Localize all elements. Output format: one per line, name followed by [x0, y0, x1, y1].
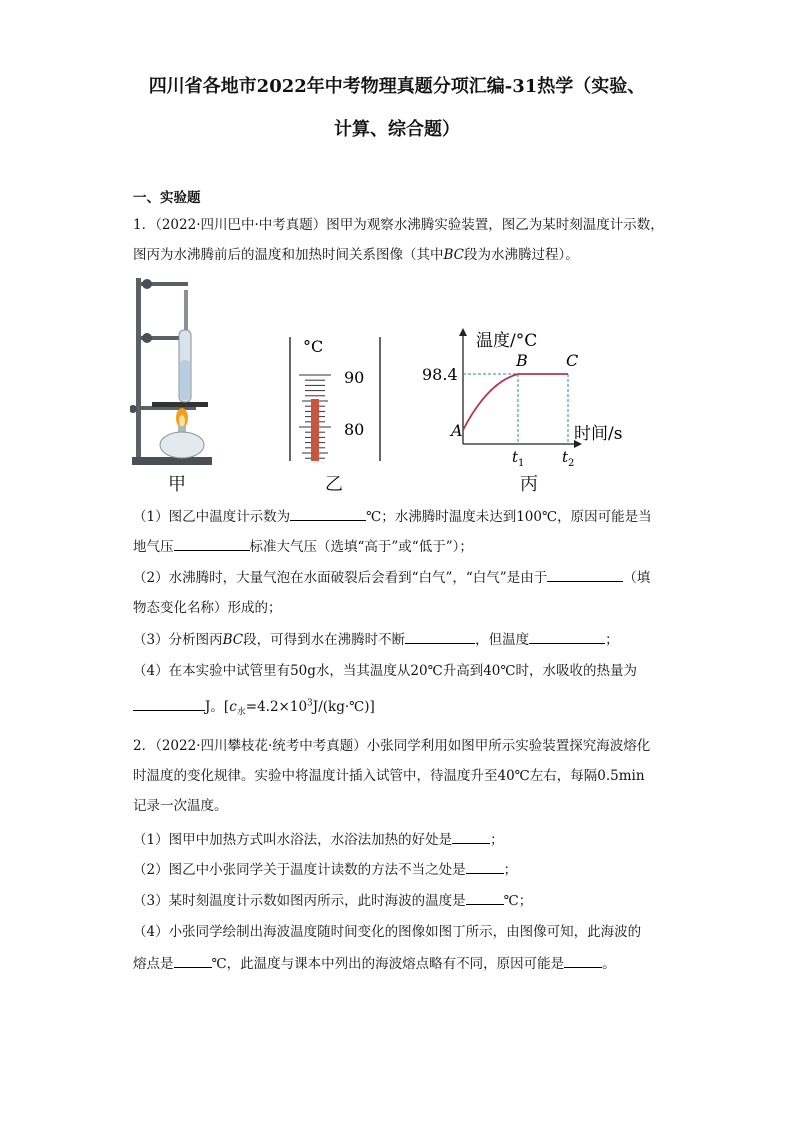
- figure-jia-apparatus: [130, 268, 220, 468]
- q2-p2a: （2）图乙中小张同学关于温度计读数的方法不当之处是: [133, 862, 466, 878]
- tube-water: [180, 360, 190, 400]
- q2-blank-1: [452, 829, 490, 844]
- t1-subscript: 1: [518, 458, 525, 469]
- q1-p1c: 地气压: [133, 539, 174, 555]
- q1-intro-line2: [133, 243, 579, 263]
- q2-part1: [133, 828, 504, 848]
- q2-intro-line3: 记录一次温度。: [133, 798, 228, 814]
- q1-p4g: J/(kg·℃)]: [312, 699, 375, 715]
- q1-p1a: （1）图乙中温度计示数为: [133, 509, 291, 525]
- q1-blank-phase: [547, 567, 623, 582]
- q1-blank-heat-q: [133, 696, 205, 711]
- q2-part2: [133, 858, 517, 878]
- point-b-label: B: [516, 351, 528, 370]
- t2-label: t: [562, 448, 569, 466]
- q1-blank-reading: [290, 506, 366, 521]
- q1-intro2-bc: BC: [443, 247, 465, 263]
- graph-value-label: 98.4: [422, 365, 458, 384]
- q1-part2-line2: 物态变化名称）形成的；: [133, 600, 282, 616]
- q1-p2a: （2）水沸腾时，大量气泡在水面破裂后会看到“白气”，“白气”是由于: [133, 570, 548, 586]
- q2-p3b: ℃；: [503, 893, 533, 909]
- caption-yi: 乙: [325, 474, 343, 495]
- q1-p3c: ，但温度: [475, 632, 530, 648]
- flame-core: [179, 415, 185, 427]
- graph-x-label: 时间/s: [574, 424, 623, 444]
- q1-p4-c: c: [229, 699, 237, 715]
- q2-intro-line1: 2．（2022·四川攀枝花·统考中考真题）小张同学利用如图甲所示实验装置探究海波熔化: [133, 738, 651, 754]
- q1-blank-pressure: [174, 536, 250, 551]
- caption-jia: 甲: [168, 474, 186, 495]
- t2-subscript: 2: [568, 458, 575, 469]
- figure-bing-graph: [418, 326, 648, 476]
- q2-p2b: ；: [503, 862, 518, 878]
- q2-blank-4: [174, 953, 212, 968]
- thermo-label-80: 80: [344, 420, 365, 439]
- q1-blank-temp: [529, 629, 605, 644]
- q2-intro-line2: 时温度的变化规律。实验中将温度计插入试管中，待温度升至40℃左右，每隔0.5min: [133, 768, 645, 784]
- q1-p4-sub: 水: [236, 707, 246, 718]
- thermo-liquid-column: [311, 399, 319, 461]
- middle-clamp-knob: [142, 333, 152, 343]
- alcohol-lamp: [160, 432, 204, 458]
- point-a-label: A: [451, 421, 463, 440]
- q1-p4e: =4.2×10: [245, 699, 308, 715]
- point-c-label: C: [566, 351, 579, 370]
- q1-part1-line2: [133, 535, 473, 555]
- q2-part4-line2: [133, 952, 616, 972]
- q1-part4-line2: [133, 695, 375, 718]
- stand-rod: [136, 278, 141, 458]
- q1-p3d: ；: [605, 632, 619, 648]
- q1-p1d: 标准大气压（选填“高于”或“低于”）；: [249, 539, 473, 555]
- q1-blank-heat: [405, 629, 475, 644]
- q1-part4-line1: （4）在本实验中试管里有50g水，当其温度从20℃升高到40℃时，水吸收的热量为: [133, 663, 637, 679]
- q1-part1-line1: [133, 505, 652, 525]
- q2-p3a: （3）某时刻温度计示数如图丙所示，此时海波的温度是: [133, 893, 466, 909]
- q1-p3b: 段，可得到水在沸腾时不断: [243, 632, 406, 648]
- q1-intro-line1: 1．（2022·四川巴中·中考真题）图甲为观察水沸腾实验装置，图乙为某时刻温度计示数，: [133, 217, 664, 233]
- doc-title-line2: 计算、综合题）: [334, 119, 460, 140]
- q1-part2-line1: [133, 566, 650, 586]
- q2-part4-line1: （4）小张同学绘制出海波温度随时间变化的图像如图丁所示，由图像可知，此海波的: [133, 924, 642, 940]
- ring-knob: [130, 405, 137, 413]
- caption-bing: 丙: [520, 474, 538, 495]
- doc-title-line1: 四川省各地市2022年中考物理真题分项汇编-31热学（实验、: [148, 76, 646, 97]
- q2-p4b: 熔点是: [133, 956, 174, 972]
- q1-intro2-text: 图丙为水沸腾前后的温度和加热时间关系图像（其中: [133, 247, 444, 263]
- q2-p1b: ；: [490, 832, 504, 848]
- wire-gauze: [152, 402, 208, 407]
- heating-curve-ab: [463, 374, 518, 430]
- q2-part3: [133, 889, 532, 909]
- q1-p4b: J。[: [205, 699, 230, 715]
- t1-label: t: [512, 448, 519, 466]
- q1-intro2-end: 段为水沸腾过程）。: [464, 247, 579, 263]
- q1-p4-sup: 3: [307, 698, 313, 709]
- stand-base: [132, 457, 212, 465]
- q2-p4c: ℃，此温度与课本中列出的海波熔点略有不同，原因可能是: [211, 956, 565, 972]
- thermo-label-90: 90: [344, 368, 365, 387]
- q1-p2b: （填: [623, 570, 651, 586]
- q2-blank-3: [466, 890, 504, 905]
- q2-blank-5: [564, 953, 602, 968]
- q1-p3-bc: BC: [222, 632, 244, 648]
- q2-p1a: （1）图甲中加热方式叫水浴法，水浴法加热的好处是: [133, 832, 453, 848]
- graph-y-label: 温度/°C: [476, 331, 538, 351]
- section-heading: 一、实验题: [133, 190, 201, 206]
- q1-p3a: （3）分析图丙: [133, 632, 223, 648]
- upper-clamp-knob: [142, 279, 152, 289]
- q2-blank-2: [466, 859, 504, 874]
- figure-yi-thermometer: [285, 335, 385, 463]
- q2-p4d: 。: [602, 956, 616, 972]
- thermo-unit-label: °C: [303, 337, 324, 356]
- q1-p1b: ℃；水沸腾时温度未达到100℃，原因可能是当: [366, 509, 652, 525]
- q1-part3: [133, 628, 619, 648]
- y-axis-arrow: [459, 328, 467, 336]
